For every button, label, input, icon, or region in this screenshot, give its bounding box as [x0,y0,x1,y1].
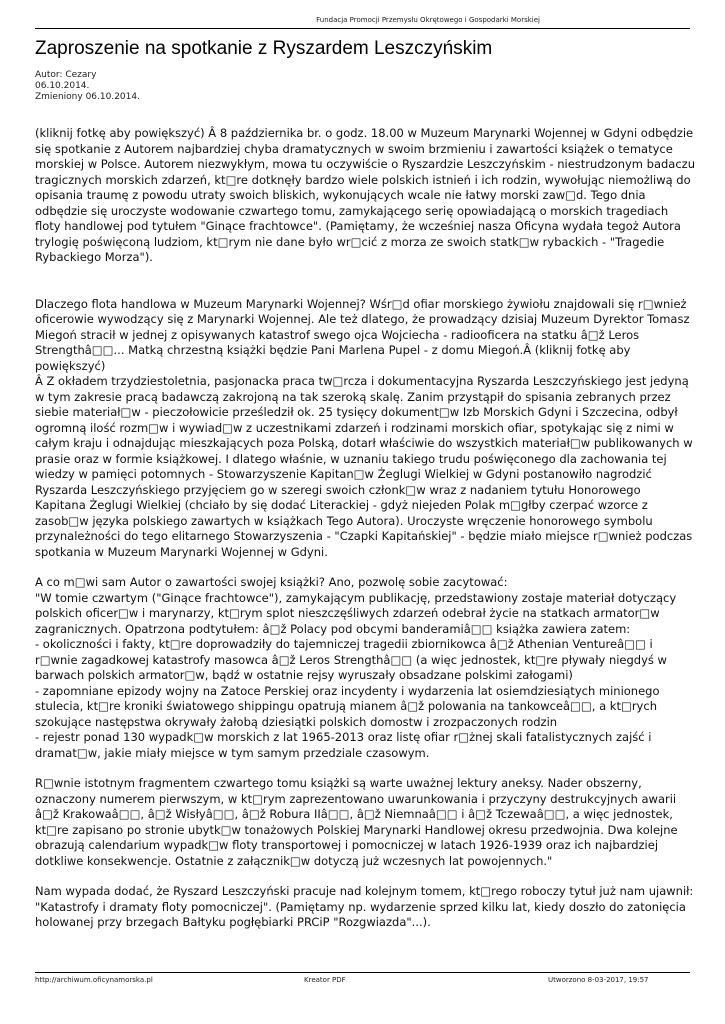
header-divider [35,28,690,29]
paragraph-annexes: R□wnie istotnym fragmentem czwartego tomu książki są warte uważnej lektury aneksy. Nader obszerny, oznaczony numerem pierwszym, w kt□rym zaprezentowano uwarunkowania i przyczyny destrukcyjnych awarii â□ž Krakowaâ□□, â□ž Wisłyâ□□, â□ž Robura IIâ□□, â□ž Niemnaâ□□ i â□ž Tczewaâ□□, a więc jednostek, kt□re zapisano po stronie ubytk□w tonażowych Polskiej Marynarki Handlowej okresu przedwojnia. Dwa kolejne obrazują calendarium wypadk□w floty transportowej i pomocniczej w latach 1926-1939 oraz ich najbardziej dotkliwe konsekwencje. Ostatnie z załącznik□w dotyczą już wczesnych lat powojennych." [35,776,678,868]
paragraph-spacer [35,869,695,884]
paragraph-museum: Dlaczego flota handlowa w Muzeum Marynarki Wojennej? Wśr□d ofiar morskiego żywiołu znajdowali się r□wnież oficerowie wywodzący się z Marynarki Wojennej. Ale też dlatego, że prowadzący dzisiaj Muzeum Dyrektor Tomasz Miegoń stracił w jednej z opisywanych katastrof swego ojca Wojciecha - radiooficera na statku â□ž Leros Strengthâ□□... Matką chrzestną książki będzie Pani Marlena Pupel - z domu Miegoń.Â (kliknij fotkę aby powiększyć) Â Z okładem trzydziestoletnia, pasjonacka praca tw□rcza i dokumentacyjna Ryszarda Leszczyńskiego jest jedyną w tym zakresie pracą badawczą zakrojoną na tak szeroką skalę. Zanim przystąpił do spisania zebranych przez siebie materiał□w - pieczołowicie prześledził ok. 25 tysięcy dokument□w Izb Morskich Gdyni i Szczecina, odbył ogromną ilość rozm□w i wywiad□w z uczestnikami zdarzeń i rodzinami morskich ofiar, spotykając się z nimi w całym kraju i odnajdując mieszkających poza Polską, dotarł właściwie do wszystkich materiał□w publikowanych w prasie oraz w formie książkowej. I dlatego właśnie, w uznaniu takiego trudu poświęconego dla zachowania tej wiedzy w pamięci potomnych - Stowarzyszenie Kapitan□w Żeglugi Wielkiej w Gdyni postanowiło nagrodzić Ryszarda Leszczyńskiego przyjęciem go w szeregi swoich członk□w wraz z nadaniem tytułu Honorowego Kapitana Żeglugi Wielkiej (chciało by się dodać Literackiej - gdyż niejeden Polak m□głby czerpać wzorce z zasob□w języka polskiego zawartych w książkach Tego Autora). Uroczyste wręczenie honorowego symbolu przynależności do tego elitarnego Stowarzyszenia - "Czapki Kapitańskiej" - będzie miało miejsce r□wnież podczas spotkania w Muzeum Marynarki Wojennej w Gdyni. [35,296,693,559]
footer-url-link[interactable]: http://archiwum.oficynamorska.pl [35,976,153,984]
author-line: Autor: Cezary [35,70,97,80]
footer-created: Utworzono 8-03-2017, 19:57 [548,976,649,984]
article-title: Zaproszenie na spotkanie z Ryszardem Leszczyńskim [35,38,493,59]
paragraph-author-quote: A co m□wi sam Autor o zawartości swojej książki? Ano, pozwolę sobie zacytować: "W tomie czwartym ("Ginące frachtowce"), zamykającym publikację, przedstawiony zostaje materiał dotyczący polskich oficer□w i marynarzy, kt□rym splot nieszczęśliwych zdarzeń odebrał życie na statkach armator□w zagranicznych. Opatrzona podtytułem: â□ž Polacy pod obcymi banderamiâ□□ książka zawiera zatem: - okoliczności i fakty, kt□re doprowadziły do tajemniczej tragedii zbiornikowca â□ž Athenian Ventureâ□□ i r□wnie zagadkowej katastrofy masowca â□ž Leros Strengthâ□□ (a więc jednostek, kt□re pływały niegdyś w barwach polskich armator□w, bądź w ostatnie rejsy wyruszały obsadzane polskimi załogami) - zapomniane epizody wojny na Zatoce Perskiej oraz incydenty i wydarzenia lat osiemdziesiątych minionego stulecia, kt□re kroniki światowego shippingu opatrują mianem â□ž polowania na tankowceâ□□, a kt□rych szokujące następstwa okrywały żałobą dziesiątki polskich domostw i zrozpaczonych rodzin - rejestr ponad 130 wypadk□w morskich z lat 1965-2013 oraz listę ofiar r□żnej skali fatalistycznych zajść i dramat□w, jakie miały miejsce w tym samym przedziale czasowym. [35,575,677,760]
paragraph-spacer [35,560,695,575]
paragraph-spacer [35,761,695,776]
footer-generator: Kreator PDF [304,976,346,984]
paragraph-next-volume: Nam wypada dodać, że Ryszard Leszczyński pracuje nad kolejnym tomem, kt□rego roboczy tytuł już nam ujawnił: "Katastrofy i dramaty floty pomocniczej". (Pamiętamy np. wydarzenie sprzed kilku lat, kiedy doszło do zatonięcia holowanej przy brzegach Bałtyku pogłębiarki PRCiP "Rozgwiazda"...). [35,884,694,929]
article-meta [35,70,140,103]
header-organization: Fundacja Promocji Przemysłu Okrętowego i Gospodarki Morskiej [316,16,540,24]
publish-date: 06.10.2014. [35,81,90,91]
modified-line: Zmieniony 06.10.2014. [35,92,140,102]
paragraph-spacer [35,266,695,297]
footer-divider [35,972,690,973]
paragraph-intro: (kliknij fotkę aby powiększyć) Â 8 października br. o godz. 18.00 w Muzeum Marynarki Wojennej w Gdyni odbędzie się spotkanie z Autorem najbardziej chyba dramatycznych w swoim brzmieniu i zawartości książek o tematyce morskiej w Polsce. Autorem niezwykłym, mowa tu oczywiście o Ryszardzie Leszczyńskim - niestrudzonym badaczu tragicznych morskich zdarzeń, kt□re dotknęły bardzo wiele polskich istnień i ich rodzin, wywołując niemożliwą do opisania traumę z powodu utraty swoich bliskich, wykonujących wcale nie łatwy morski zaw□d. Tego dnia odbędzie się uroczyste wodowanie czwartego tomu, zamykającego serię opowiadającą o morskich tragediach floty handlowej pod tytułem "Ginące frachtowce". (Pamiętamy, że wcześniej nasza Oficyna wydała tegoż Autora trylogię poświęconą ludziom, kt□rym nie dane było wr□cić z morza ze swoich statk□w rybackich - "Tragedie Rybackiego Morza"). [35,126,695,264]
article-body [35,126,695,931]
